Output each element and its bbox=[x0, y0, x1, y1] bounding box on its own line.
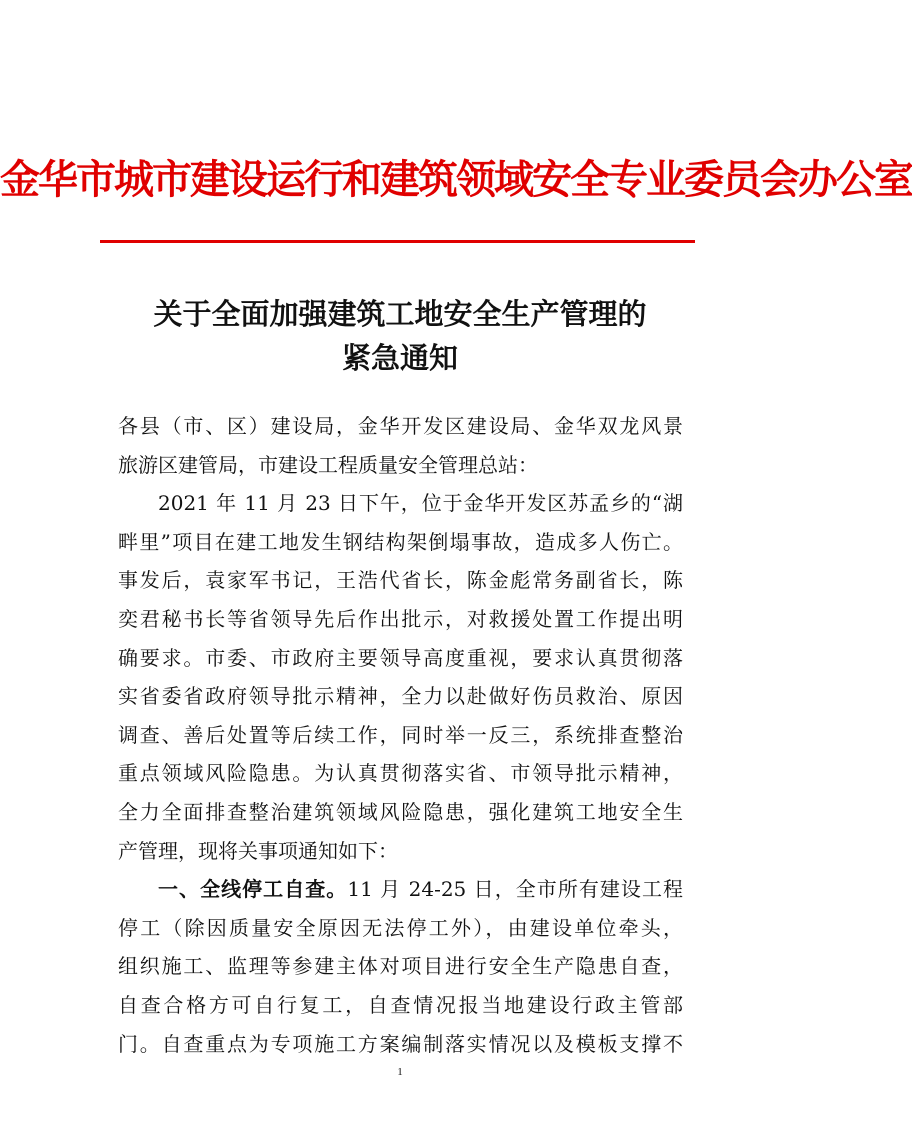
body-line: 产管理，现将关事项通知如下： bbox=[118, 838, 398, 863]
section-1-heading: 一、全线停工自查。 bbox=[158, 877, 348, 902]
notice-title-line-1: 关于全面加强建筑工地安全生产管理的 bbox=[153, 297, 647, 331]
body-line: 重点领域风险隐患。为认真贯彻落实省、市领导批示精神， bbox=[118, 761, 683, 786]
body-line: 确要求。市委、市政府主要领导高度重视，要求认真贯彻落 bbox=[118, 645, 683, 670]
body-line: 停工（除因质量安全原因无法停工外），由建设单位牵头， bbox=[118, 915, 683, 940]
notice-body bbox=[118, 407, 683, 1063]
body-line: 畔里”项目在建工地发生钢结构架倒塌事故，造成多人伤亡。 bbox=[118, 529, 683, 554]
section-1-text: 11 月 24-25 日，全市所有建设工程 bbox=[347, 877, 684, 902]
body-line: 调查、善后处置等后续工作，同时举一反三，系统排查整治 bbox=[118, 722, 683, 747]
body-line: 组织施工、监理等参建主体对项目进行安全生产隐患自查， bbox=[118, 954, 683, 979]
body-line: 全力全面排查整治建筑领域风险隐患，强化建筑工地安全生 bbox=[118, 799, 683, 824]
body-line: 奕君秘书长等省领导先后作出批示，对救援处置工作提出明 bbox=[118, 606, 683, 631]
body-line: 门。自查重点为专项施工方案编制落实情况以及模板支撑不 bbox=[118, 1031, 683, 1056]
body-line: 各县（市、区）建设局，金华开发区建设局、金华双龙风景 bbox=[118, 414, 683, 438]
letterhead-title: 金华市城市建设运行和建筑领域安全专业委员会办公室 bbox=[0, 156, 912, 203]
body-line: 旅游区建管局，市建设工程质量安全管理总站： bbox=[118, 452, 538, 477]
letterhead-rule bbox=[100, 240, 695, 243]
body-line-section-1 bbox=[118, 870, 683, 909]
body-line: 2021 年 11 月 23 日下午，位于金华开发区苏孟乡的“湖 bbox=[158, 491, 683, 516]
body-line: 自查合格方可自行复工，自查情况报当地建设行政主管部 bbox=[118, 992, 683, 1017]
notice-title-line-2: 紧急通知 bbox=[341, 341, 458, 375]
body-line: 实省委省政府领导批示精神，全力以赴做好伤员救治、原因 bbox=[118, 684, 683, 709]
page-number: 1 bbox=[397, 1066, 403, 1078]
body-line: 事发后，袁家军书记，王浩代省长，陈金彪常务副省长，陈 bbox=[118, 568, 683, 593]
